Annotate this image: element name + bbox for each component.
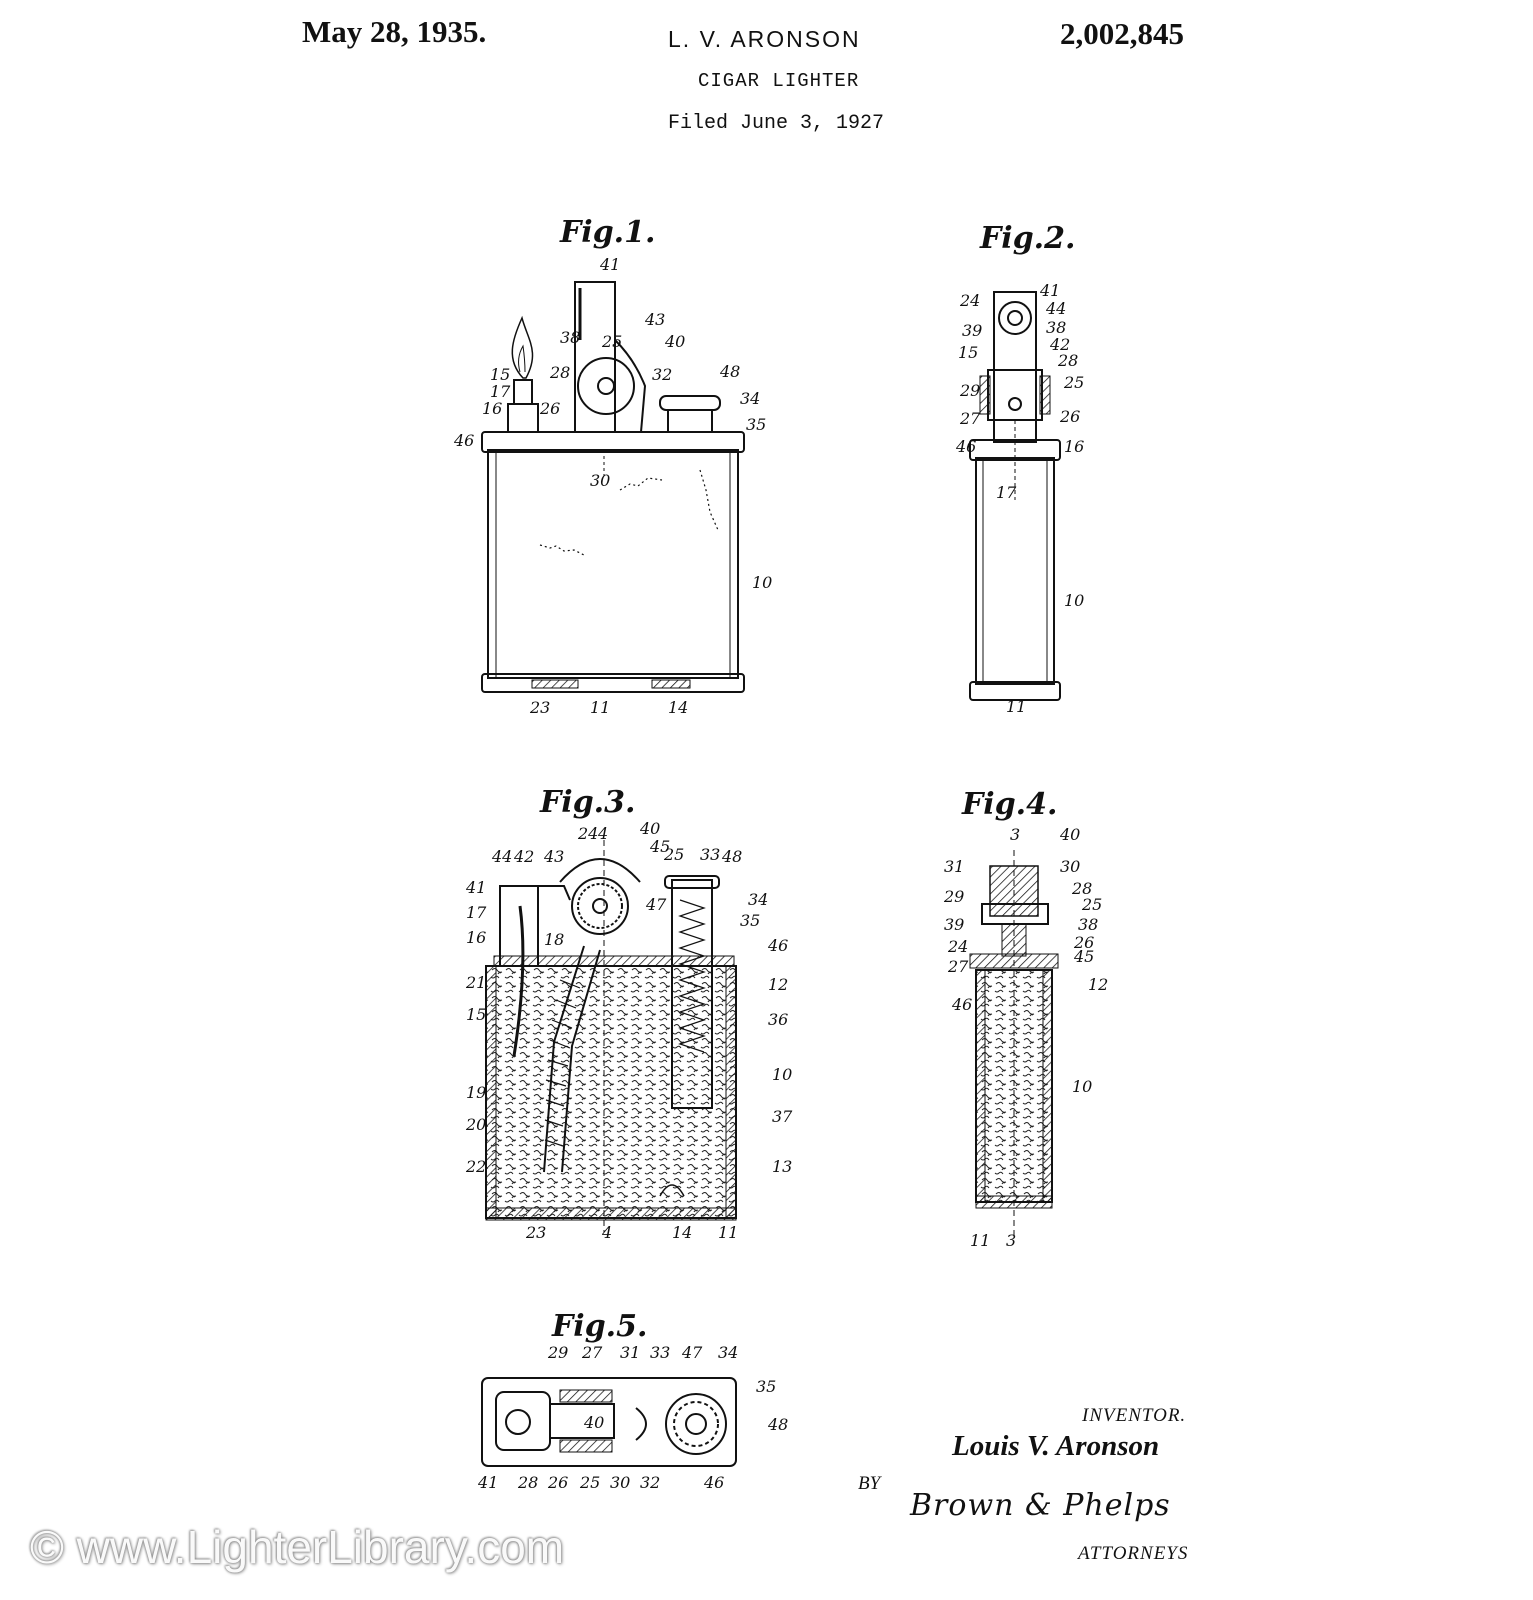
fig1-wick-tube: [508, 404, 538, 432]
reference-numeral: 11: [1006, 697, 1027, 716]
figure-2-label: Fig.2.: [980, 221, 1076, 256]
reference-numeral: 29: [944, 887, 965, 906]
fig5-hinge: [550, 1404, 614, 1438]
filing-date: Filed June 3, 1927: [668, 112, 885, 135]
reference-numeral: 30: [590, 471, 611, 490]
reference-numeral: 33: [700, 845, 721, 864]
reference-numeral: 12: [768, 975, 789, 994]
reference-numeral: 46: [768, 936, 789, 955]
reference-numeral: 38: [1078, 915, 1099, 934]
reference-numeral: 23: [530, 698, 551, 717]
reference-numeral: 28: [550, 363, 571, 382]
figure-5: [482, 1309, 739, 1466]
reference-numeral: 30: [1060, 857, 1081, 876]
reference-numeral: 21: [466, 973, 487, 992]
reference-numeral: 14: [672, 1223, 693, 1242]
reference-numeral: 33: [650, 1343, 671, 1362]
reference-numeral: 31: [944, 857, 965, 876]
reference-numeral: 24: [578, 824, 599, 843]
watermark: © www.LighterLibrary.com: [30, 1521, 565, 1573]
reference-numeral: 32: [640, 1473, 661, 1492]
reference-numeral: 23: [526, 1223, 547, 1242]
reference-numeral: 16: [1064, 437, 1085, 456]
fig3-fuel-tank-section: [486, 966, 736, 1218]
inventor-signature: Louis V. Aronson: [952, 1430, 1160, 1462]
reference-numeral: 3: [1010, 825, 1021, 844]
reference-numeral: 4: [598, 824, 609, 843]
reference-numeral: 30: [610, 1473, 631, 1492]
reference-numeral: 46: [956, 437, 977, 456]
patent-number: 2,002,845: [1060, 16, 1184, 51]
reference-numeral: 41: [600, 255, 621, 274]
reference-numeral: 24: [948, 937, 969, 956]
reference-numeral: 16: [482, 399, 503, 418]
attorney-signature: Brown & Phelps: [910, 1488, 1171, 1523]
reference-numeral: 10: [1072, 1077, 1093, 1096]
fig2-wheel-housing: [988, 370, 1042, 420]
reference-numeral: 35: [756, 1377, 777, 1396]
by-label: BY: [858, 1473, 881, 1494]
reference-numeral: 3: [1006, 1231, 1017, 1250]
reference-numeral: 43: [544, 847, 565, 866]
figure-1-label: Fig.1.: [560, 215, 656, 250]
reference-numeral: 22: [466, 1157, 487, 1176]
fig3-wick-chamber: [500, 886, 538, 966]
reference-numeral: 12: [1088, 975, 1109, 994]
reference-numeral: 45: [650, 837, 671, 856]
reference-numeral: 15: [958, 343, 979, 362]
reference-numeral: 17: [996, 483, 1017, 502]
patent-title: CIGAR LIGHTER: [698, 70, 860, 92]
reference-numeral: 34: [718, 1343, 739, 1362]
reference-numeral: 26: [1060, 407, 1081, 426]
figure-5-label: Fig.5.: [552, 1309, 648, 1344]
reference-numeral: 40: [1060, 825, 1081, 844]
reference-numeral: 38: [560, 328, 581, 347]
reference-numeral: 29: [548, 1343, 569, 1362]
reference-numeral: 26: [548, 1473, 569, 1492]
attorneys-caption: ATTORNEYS: [1078, 1543, 1189, 1564]
reference-numeral: 25: [1064, 373, 1085, 392]
fig1-pump-button: [660, 396, 720, 410]
reference-numeral: 43: [645, 310, 666, 329]
reference-numeral: 28: [518, 1473, 539, 1492]
reference-numeral: 25: [1082, 895, 1103, 914]
reference-numeral: 25: [602, 332, 623, 351]
reference-numeral: 29: [960, 381, 981, 400]
reference-numeral: 35: [740, 911, 761, 930]
reference-numeral: 15: [466, 1005, 487, 1024]
reference-numeral: 28: [1072, 879, 1093, 898]
reference-numeral: 45: [1074, 947, 1095, 966]
reference-numeral: 41: [1040, 281, 1061, 300]
reference-numeral: 35: [746, 415, 767, 434]
reference-numeral: 17: [466, 903, 487, 922]
reference-numeral: 41: [478, 1473, 499, 1492]
reference-numeral: 44: [1046, 299, 1067, 318]
reference-numeral: 27: [960, 409, 981, 428]
reference-numeral: 11: [718, 1223, 739, 1242]
reference-numeral: 4: [602, 1223, 613, 1242]
reference-numeral: 26: [540, 399, 561, 418]
reference-numeral: 32: [652, 365, 673, 384]
fig1-bottom-cap: [482, 674, 744, 692]
reference-numeral: 11: [590, 698, 611, 717]
reference-numeral: 19: [466, 1083, 487, 1102]
reference-numeral: 20: [466, 1115, 487, 1134]
inventor-name: L. V. ARONSON: [668, 26, 861, 52]
reference-numeral: 13: [772, 1157, 793, 1176]
reference-numeral: 40: [584, 1413, 605, 1432]
reference-numeral: 25: [664, 845, 685, 864]
reference-numeral: 40: [665, 332, 686, 351]
reference-numeral: 27: [948, 957, 969, 976]
reference-numeral: 25: [580, 1473, 601, 1492]
reference-numeral: 10: [752, 573, 773, 592]
fig5-arm-end: [496, 1392, 550, 1450]
reference-numeral: 48: [768, 1415, 789, 1434]
reference-numeral: 42: [514, 847, 535, 866]
reference-numeral: 17: [490, 382, 511, 401]
fig1-spark-wheel: [578, 358, 634, 414]
reference-numeral: 47: [646, 895, 667, 914]
reference-numeral: 39: [944, 915, 965, 934]
reference-numeral: 14: [668, 698, 689, 717]
reference-numeral: 44: [492, 847, 513, 866]
reference-numeral: 48: [722, 847, 743, 866]
patent-date: May 28, 1935.: [302, 14, 487, 49]
reference-numeral: 46: [454, 431, 475, 450]
reference-numeral: 28: [1058, 351, 1079, 370]
reference-numeral: 31: [620, 1343, 641, 1362]
reference-numeral: 46: [952, 995, 973, 1014]
reference-numeral: 46: [704, 1473, 725, 1492]
reference-numeral: 27: [582, 1343, 603, 1362]
reference-numeral: 40: [640, 819, 661, 838]
reference-numeral: 24: [960, 291, 981, 310]
reference-numeral: 41: [466, 878, 487, 897]
figure-1: [482, 215, 744, 692]
figure-4: [961, 787, 1058, 1240]
figure-4-label: Fig.4.: [962, 787, 1058, 822]
reference-numeral: 34: [748, 890, 769, 909]
reference-numeral: 26: [1074, 933, 1095, 952]
reference-numeral: 37: [772, 1107, 793, 1126]
reference-numeral: 36: [768, 1010, 789, 1029]
reference-numeral: 10: [1064, 591, 1085, 610]
reference-numeral: 42: [1050, 335, 1071, 354]
reference-numeral: 48: [720, 362, 741, 381]
reference-numeral: 38: [1046, 318, 1067, 337]
reference-numeral: 34: [740, 389, 761, 408]
reference-numeral: 11: [970, 1231, 991, 1250]
reference-numeral: 10: [772, 1065, 793, 1084]
fig3-spark-wheel: [572, 878, 628, 934]
reference-numeral: 39: [962, 321, 983, 340]
reference-numeral: 47: [682, 1343, 703, 1362]
fig3-bottom-cap: [486, 1208, 736, 1220]
reference-numeral: 15: [490, 365, 511, 384]
reference-numeral: 16: [466, 928, 487, 947]
figure-3-label: Fig.3.: [540, 785, 636, 820]
reference-numeral: 18: [544, 930, 565, 949]
fig1-fuel-tank: [488, 450, 738, 678]
inventor-caption: INVENTOR.: [1082, 1405, 1187, 1426]
